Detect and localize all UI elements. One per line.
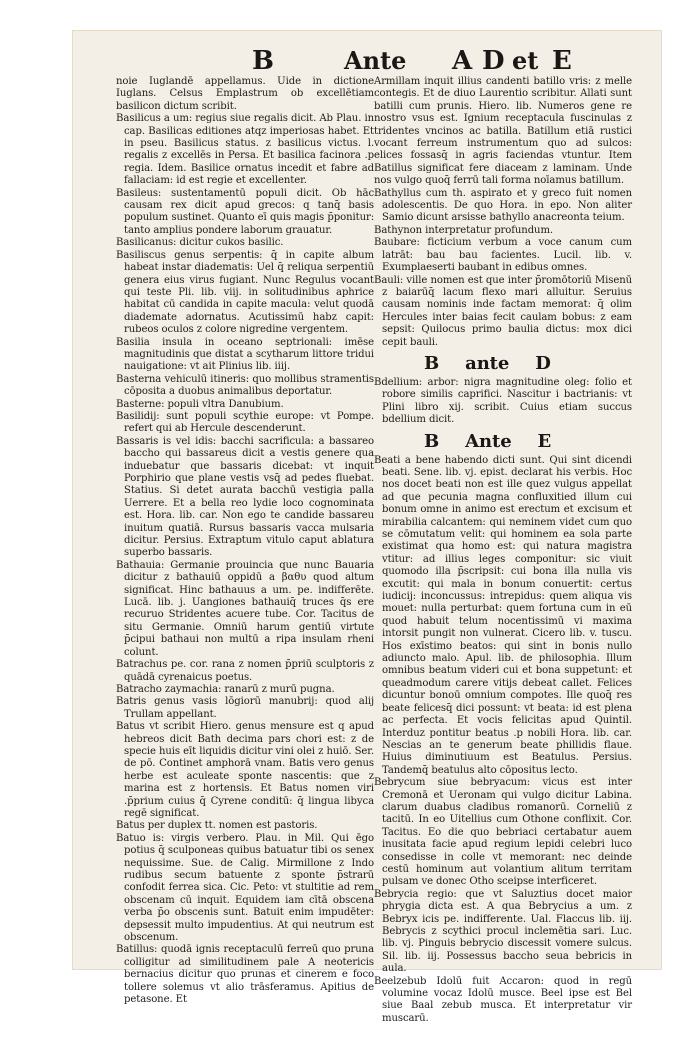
section-heading xyxy=(374,353,632,375)
dictionary-entry: Basterne: populi vltra Danubium. xyxy=(116,398,284,410)
header-et: et xyxy=(512,46,539,75)
dictionary-entry: Bassaris is vel idis: bacchi sacrificula: a bassareo baccho qui bassareus dicit a vestis genere qua induebatur que bassaris dicebat: vt inquit Porphirio que plane vestis vsq̄ ad pedes fluebat. Statius. Si detet aurata bacchū vestigia palla Uerrere. Et a bella reo lydie loco cognominata est. Hora. lib. car. Non ego te candide bassareu inuitum quatiā. Rursus bassaris vacca mulsaria dicitur. Persius. Extraptum vitulo caput ablatura superbo bassaris. xyxy=(116,435,374,559)
dictionary-entry: Bebrycum siue bebryacum: vicus est inter Cremonā et Ueronam qui vulgo dicitur Labina. clarum duabus cladibus romanorū. Corneliū z tacitū. In eo Uitellius cum Othone conflixit. Cor. Tacitus. Eo die quo bebriaci certabatur auem inusitata facie apud regium lepidi celebri luco consedisse in colle vt memorant: nec deinde cestū hominum aut volantium alitum territam pulsam ve donec Otho sceipse interficeret. xyxy=(374,777,632,888)
right-column xyxy=(374,76,632,1025)
dictionary-entry: Bathauia: Germanie prouincia que nunc Bauaria dicitur z bathauiū oppidū a βαθυ quod altum significat. Hinc bathauus a um. pe. indifferēte. Lucā. lib. j. Uangiones bathauiq̄ truces q̄s ere recuruo Stridentes acuere tube. Cor. Tacitus de situ Germanie. Omniū harum gentiū virtute p̄cipui bathaui non multū a ripa insulam rheni colunt. xyxy=(116,559,374,658)
dictionary-entry: Batris genus vasis lōgiorū manubrij: quod alij Trullam appellant. xyxy=(116,696,374,720)
dictionary-entry: Beati a bene habendo dicti sunt. Qui sint dicendi beati. Sene. lib. vj. epist. declarat his verbis. Hoc nos docet beati non est ille quez vulgus appellat ad que pecunia magna confluxitied illum cui bonum omne in animo est erectum et excisum et mirabilia calcantem: qui neminem videt cum quo se cōmutatum velit: qui hominem ea sola parte existimat qua homo est: qui natura magistra vtitur: ad illius leges componitur: sic viuit quomodo illa p̄scripsit: cui bona illa nulla vis excutit: qui mala in bonum conuertit: certus iudicij: inconcussus: intrepidus: quem aliqua vis mouet: nulla perturbat: quem fortuna cum in eū quod habuit telum nocentissimū vi maxima intorsit pungit non vulnerat. Cicero lib. v. tuscu. Hos exīstimo beatos: qui sint in bonis nullo adiuncto malo. Apul. lib. de philosophia. Illum omnibus beatum videri cui et bona suppetunt: et queadmodum carere vitijs debeat callet. Felices dicuntur bonoū omnium compotes. Ille quoq̄ res beate felicesq̄ dici possunt: vt beata: id est plena ac perfecta. Et vocis felicitas apud Quintil. Interduz pontitur beatus .p nobili Hora. lib. car. Nescias an te generum beate phillidis flaue. Huius diminutiuum est Beatulus. Persius. Tandemq̄ beatulus alto cōpositus lecto. xyxy=(374,454,632,776)
dictionary-entry: Batus per duplex tt. nomen est pastoris. xyxy=(116,820,318,832)
dictionary-entry: Batuo is: virgis verbero. Plau. in Mil. Qui ēgo potius q̄ sculponeas quibus batuatur tibi os senex nequissime. Sue. de Calig. Mirmillone z Indo rudibus secum batuente z sponte p̄strarū confodit ferrea sica. Cic. Peto: vt stultitie ad rem obscenam cū inquit. Equidem iam cītā obscena verba p̄o obscenis sunt. Batuit enim impudēter: depsessit multo impudentius. At qui neutrum est obscenum. xyxy=(116,832,374,944)
section-heading xyxy=(374,431,632,453)
book-page xyxy=(72,30,662,1024)
dictionary-entry: noie Iuglandē appellamus. Uide in dictione Iuglans. Celsus Emplastrum ob excellētiam basilicon dictum scribit. xyxy=(116,76,374,112)
section-heading-part: Ante xyxy=(465,430,512,452)
dictionary-entry: Basterna vehiculū itineris: quo mollibus stramentis cōposita a duobus animalibus deportatur. xyxy=(116,373,374,398)
dictionary-entry: Batrachus pe. cor. rana z nomen p̄priū sculptoris z quādā cyrenaicus poetus. xyxy=(116,659,374,683)
left-column xyxy=(116,76,374,1006)
dictionary-entry: Bauli: ville nomen est que inter p̄romōtoriū Misenū z baiarūq̄ lacum flexo mari alluitur. Seruius causam nominis inde factam memorat: q̄ olim Hercules inter baias fecit caulam bobus: z eam sepsit: Quilocus primo baulia dictus: mox dici cepit bauli. xyxy=(374,274,632,348)
section-heading-part: B xyxy=(424,352,440,374)
dictionary-entry: Batracho zaymachia: ranarū z murū pugna. xyxy=(116,683,335,695)
dictionary-entry: Bebrycia regio: que vt Saluztius docet maior phrygia dicta est. A qua Bebrycius a um. z Bebryx icis pe. indifferente. Ual. Flaccus lib. iij. Bebrycis z scythici procul inclemētia sari. Luc. lib. vj. Pinguis bebrycio discessit vomere sulcus. Sil. lib. iij. Possessus baccho seua bebricis in aula. xyxy=(374,888,632,975)
header-letter-e: E xyxy=(552,46,572,76)
section-heading-part: B xyxy=(424,430,440,452)
dictionary-entry: Basileus: sustentamentū populi dicit. Ob hāc causam rex dicit apud grecos: q tanq̄ basis populum sustinet. Quanto eī quis magis p̄ponitur: tanto amplius pondere laborum grauatur. xyxy=(116,187,374,236)
header-word: Ante xyxy=(344,46,407,75)
dictionary-entry: Basilidij: sunt populi scythie europe: vt Pompe. refert qui ab Hercule descenderunt. xyxy=(116,410,374,435)
dictionary-entry: Basilicanus: dicitur cukos basilic. xyxy=(116,237,284,249)
section-heading-part: ante xyxy=(465,352,510,374)
dictionary-entry: Batus vt scribit Hiero. genus mensure est q apud hebreos dicit Bath decima pars chori est: z de specie huis eīt liquidis dicitur vini olei z huiō. Ser. de pō. Continet amphorā vnam. Batis vero genus herbe est aculeate sponte nascentis: que z marina est z hortensis. Et Batus nomen viri .p̄prium cuius q̄ Cyrene conditū: q̄ lingua libyca regē significat. xyxy=(116,721,374,819)
dictionary-entry: Beelzebub Idolū fuit Accaron: quod in regū volumine vocaz Idolū musce. Beel ipse est Bel siue Baal zebub musca. Et interpretatur vir muscarū. xyxy=(374,975,632,1024)
dictionary-entry: Bdellium: arbor: nigra magnitudine oleg: folio et robore similis caprifici. Nascitur i bactrianis: vt Plini libro xij. scribit. Cuius etiam succus bdellium dicit. xyxy=(374,376,632,426)
header-letter-d: D xyxy=(482,46,505,76)
section-heading-part: D xyxy=(535,352,551,374)
section-heading-part: E xyxy=(537,430,552,452)
dictionary-entry: Basiliscus genus serpentis: q̄ in capite album habeat instar diadematis: Uel q̄ reliqua serpentiū genera eius virus fugiant. Nunc Regulus vocant qui teste Pli. lib. viij. in solitudinibus aphrice habitat cū candida in capite macula: velut quodā diademate adornatus. Acutissimū habz capit: rubeos oculos z colore nigredine vergentem. xyxy=(116,249,374,336)
dictionary-entry: Bathynon interpretatur profundum. xyxy=(374,224,554,236)
header-letter-left: B xyxy=(252,46,274,76)
header-letter-a: A xyxy=(452,46,473,76)
dictionary-entry: Armillam inquit illius candenti batillo vris: z melle contegis. Et de diuo Laurentio scribitur. Allati sunt batilli cum prunis. Hiero. lib. Numeros gene re nostro vsus est. Ignium receptacula fuscinulas z tridentes vncinos ac batilla. Batillum etiā rustici vocant ferreum instrumentum quo ad sulcos: elices fossasq̄ in agris faciendas vtuntur. Item Batillus significat fere diaceam z laminam. Unde nos vulgo quoq̄ ferrū tali forma noīamus batillum. xyxy=(374,76,632,187)
dictionary-entry: Batillus: quodā ignis receptaculū ferreū quo pruna colligitur ad similitudinem pale A neotericis bernacius dicitur quo prunas et cinerem e foco tollere solemus vt alio trāsferamus. Apitius de petasone. Et xyxy=(116,944,374,1006)
dictionary-entry: Bathyllus cum th. aspirato et y greco fuit nomen adolescentis. De quo Hora. in epo. Non aliter Samio dicunt arsisse bathyllo anacreonta teium. xyxy=(374,187,632,224)
dictionary-entry: Basilia insula in oceano septrionali: imēse magnitudinis que distat a scytharum littore tridui nauigatione: vt ait Plinius lib. iiij. xyxy=(116,336,374,373)
dictionary-entry: Basilicus a um: regius siue regalis dicit. Ab Plau. in cap. Basilicas editiones atqz imperiosas habet. Et in pseu. Basilicus status. z basilicus victus. l. regalis z excellēs in Persa. Et basilica facinora .p regia. Idem. Basilice ornatus incedit et fabre ad fallaciam: id est regie et excellenter. xyxy=(116,113,374,187)
dictionary-entry: Baubare: ficticium verbum a voce canum cum latrāt: bau bau facientes. Lucil. lib. v. Exumplaeserti baubant in edibus omnes. xyxy=(374,237,632,274)
running-header xyxy=(72,46,662,76)
